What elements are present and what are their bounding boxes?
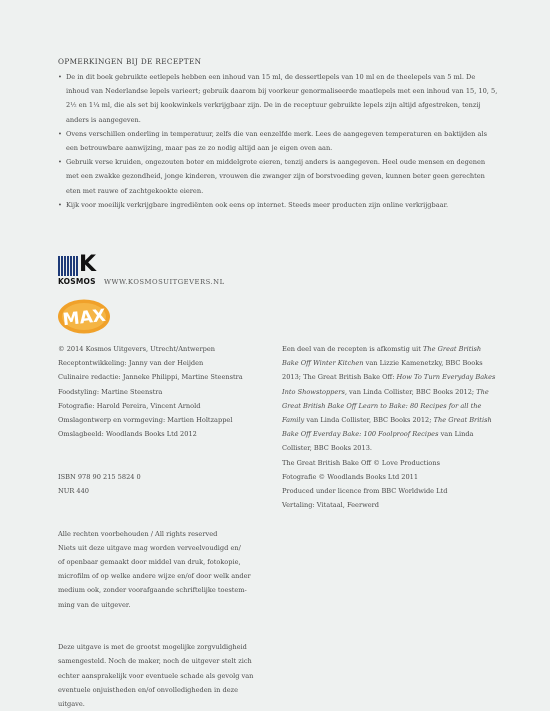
note-item: • Gebruik verse kruiden, ongezouten boter en middelgrote eieren, tenzij anders is aangegeven. Heel oude mensen en degenen met een zwakke gezondheid, jonge kinderen, vrouwen die zwanger zijn of borstvoeding geven, kunnen beter geen gerechten eten met rauwe of zachtgekookte eieren. — [58, 155, 498, 198]
kosmos-logo — [58, 252, 97, 286]
photo-credit: Fotografie © Woodlands Books Ltd 2011 — [282, 472, 419, 481]
credit-line: Foodstyling: Martine Steenstra — [58, 387, 163, 396]
book-title: The Great British Bake Off Learn to Bake: 80 Recipes for all the Family — [282, 387, 489, 425]
credit-line: Receptontwikkeling: Janny van der Heijden — [58, 359, 204, 368]
sources-paragraph: Een deel van de recepten is afkomstig uit The Great British Bake Off Winter Kitchen van Lizzie Kamenetzky, BBC Books 2013; The Great British Bake Off: How To Turn Everyday Bakes Into Showstoppers, van Linda Collister, BBC Books 2012; The Great British Bake Off Learn to Bake: 80 Recipes for all the Family van Linda Collister, BBC Books 2012; The Great British Bake Off Everday Bake: 100 Foolproof Recipes van Linda Collister, BBC Books 2013. — [282, 345, 496, 453]
rights-line: medium ook, zonder voorafgaande schriftelijke toestem- — [58, 586, 247, 595]
disclaimer-line: Deze uitgave is met de grootst mogelijke zorgvuldigheid — [58, 643, 247, 652]
credit-line: Omslagontwerp en vormgeving: Martien Holtzappel — [58, 416, 233, 425]
notes-heading: OPMERKINGEN BIJ DE RECEPTEN — [58, 57, 202, 66]
rights-line: Alle rechten voorbehouden / All rights reserved — [58, 529, 218, 538]
note-item: • Ovens verschillen onderling in temperatuur, zelfs die van eenzelfde merk. Lees de aangegeven temperaturen en baktijden als een betrouwbare aanwijzing, maar pas ze zo nodig altijd aan je eigen oven aan. — [58, 127, 498, 155]
book-title: The Great British Bake Off Winter Kitchen — [282, 345, 482, 368]
notes-list — [58, 70, 498, 212]
nur: NUR 440 — [58, 487, 89, 496]
kosmos-bars-icon — [58, 256, 80, 276]
credit-line: Omslagbeeld: Woodlands Books Ltd 2012 — [58, 430, 197, 439]
max-logo-text: MAX — [61, 305, 107, 331]
publisher-url: WWW.KOSMOSUITGEVERS.NL — [104, 278, 225, 286]
disclaimer-line: echter aansprakelijk voor eventuele schade als gevolg van — [58, 671, 254, 680]
rights-line: of openbaar gemaakt door middel van druk, fotokopie, — [58, 558, 241, 567]
isbn: ISBN 978 90 215 5824 0 — [58, 472, 141, 481]
kosmos-mark — [58, 252, 97, 277]
colophon-left — [58, 342, 273, 711]
credit-line: Fotografie: Harold Pereira, Vincent Arnold — [58, 401, 201, 410]
rights-line: microfilm of op welke andere wijze en/of door welk ander — [58, 572, 251, 581]
disclaimer-line: uitgave. — [58, 700, 85, 709]
kosmos-letter: K — [79, 252, 97, 277]
disclaimer-line: samengesteld. Noch de maker, noch de uitgever stelt zich — [58, 657, 252, 666]
licence-line: Produced under licence from BBC Worldwide Ltd — [282, 487, 448, 496]
recipe-notes — [58, 57, 498, 212]
credit-line: Culinaire redactie: Janneke Philippi, Martine Steenstra — [58, 373, 243, 382]
rights-line: Niets uit deze uitgave mag worden verveelvoudigd en/ — [58, 543, 241, 552]
note-item: • Kijk voor moeilijk verkrijgbare ingrediënten ook eens op internet. Steeds meer producten zijn online verkrijgbaar. — [58, 198, 498, 212]
credit-line: © 2014 Kosmos Uitgevers, Utrecht/Antwerpen — [58, 345, 215, 353]
rights-line: ming van de uitgever. — [58, 600, 131, 609]
note-item: • De in dit boek gebruikte eetlepels hebben een inhoud van 15 ml, de dessertlepels van 10 ml en de theelepels van 5 ml. De inhoud van Nederlandse lepels varieert; gebruik daarom bij voorkeur genormaliseerde maatlepels met een inhoud van 15, 10, 5, 2½ en 1¼ ml, die als set bij kookwinkels verkrijgbaar zijn. De in de receptuur gebruikte lepels zijn altijd afgestreken, tenzij anders is aangegeven. — [58, 70, 498, 127]
colophon-right — [282, 342, 497, 512]
translation-credit: Vertaling: Vitataal, Feerwerd — [282, 501, 380, 510]
kosmos-wordmark: KOSMOS — [58, 277, 96, 286]
max-logo-icon — [57, 298, 112, 335]
disclaimer-line: eventuele onjuistheden en/of onvolledigheden in deze — [58, 685, 238, 694]
book-title: How To Turn Everyday Bakes Into Showstoppers, — [282, 373, 496, 396]
book-title: The Great British Bake Off Everday Bake: 100 Foolproof Recipes — [282, 416, 492, 439]
copyright-line: The Great British Bake Off © Love Productions — [282, 458, 441, 467]
